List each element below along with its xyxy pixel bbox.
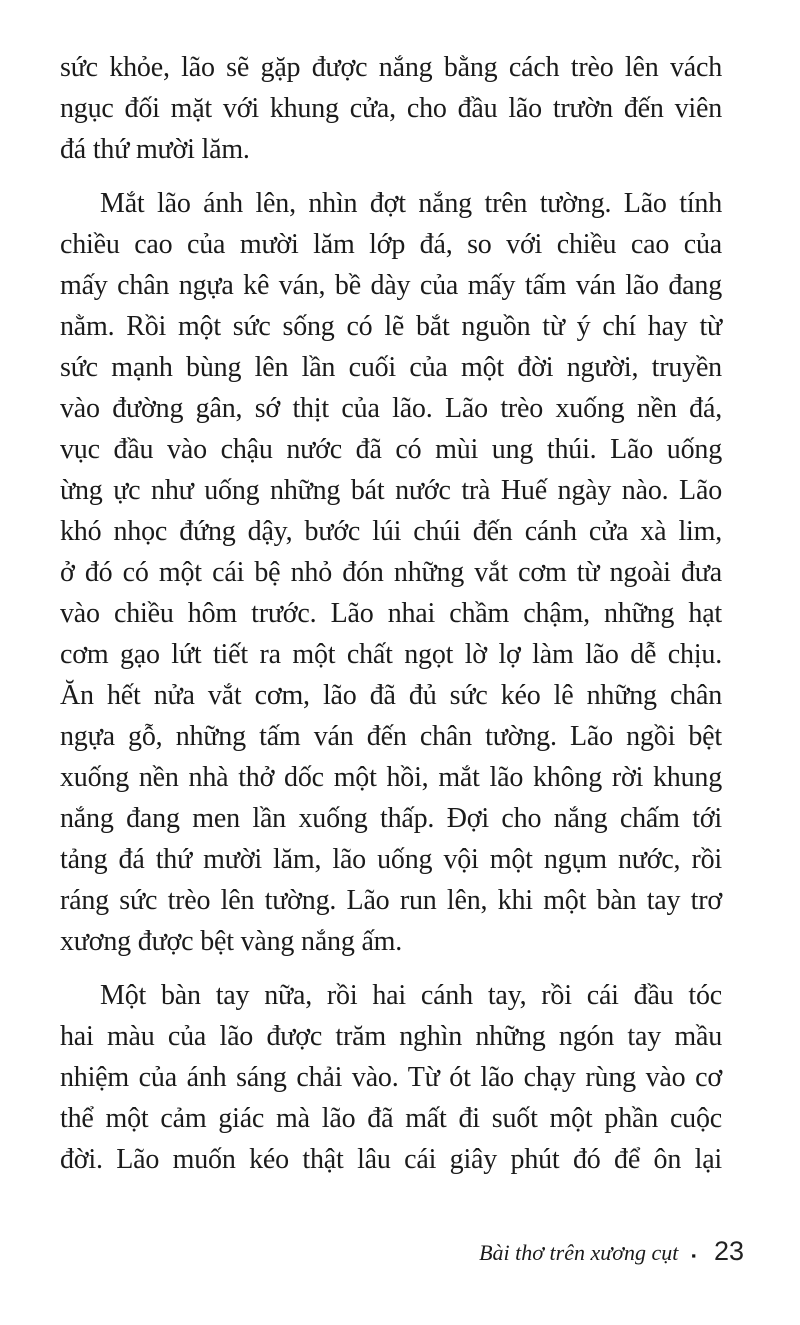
- body-text: [60, 47, 722, 1180]
- paragraph: [60, 47, 722, 170]
- paragraph: [60, 975, 722, 1180]
- square-bullet-icon: ▪: [691, 1248, 696, 1263]
- page-footer: [479, 1236, 744, 1267]
- text-line: vục đầu vào chậu nước đã có mùi ung thúi. Lão uống: [60, 434, 722, 465]
- text-line: Một bàn tay nữa, rồi hai cánh tay, rồi cái đầu tóc: [100, 980, 722, 1011]
- text-line: Ăn hết nửa vắt cơm, lão đã đủ sức kéo lê những chân: [60, 680, 722, 711]
- text-line: Mắt lão ánh lên, nhìn đợt nắng trên tường. Lão tính: [100, 188, 722, 219]
- text-line: mấy chân ngựa kê ván, bề dày của mấy tấm ván lão đang: [60, 270, 722, 301]
- text-line: sức mạnh bùng lên lần cuối của một đời người, truyền: [60, 352, 722, 383]
- text-line: khó nhọc đứng dậy, bước lúi chúi đến cánh cửa xà lim,: [60, 516, 722, 547]
- text-line: đá thứ mười lăm.: [60, 134, 250, 165]
- text-line: thể một cảm giác mà lão đã mất đi suốt một phần cuộc: [60, 1103, 722, 1134]
- text-line: vào đường gân, sớ thịt của lão. Lão trèo xuống nền đá,: [60, 393, 722, 424]
- text-line: xương được bệt vàng nắng ấm.: [60, 926, 403, 957]
- text-line: vào chiều hôm trước. Lão nhai chầm chậm, những hạt: [60, 598, 722, 629]
- text-line: xuống nền nhà thở dốc một hồi, mắt lão không rời khung: [60, 762, 722, 793]
- text-line: nắng đang men lần xuống thấp. Đợi cho nắng chấm tới: [60, 803, 722, 834]
- text-line: chiều cao của mười lăm lớp đá, so với chiều cao của: [60, 229, 722, 260]
- paragraph: [60, 183, 722, 962]
- text-line: hai màu của lão được trăm nghìn những ngón tay mầu: [60, 1021, 722, 1052]
- page-number: 23: [713, 1236, 744, 1266]
- text-line: ráng sức trèo lên tường. Lão run lên, khi một bàn tay trơ: [60, 885, 722, 916]
- running-title: Bài thơ trên xương cụt: [479, 1240, 679, 1265]
- text-line: ngục đối mặt với khung cửa, cho đầu lão trườn đến viên: [60, 93, 722, 124]
- text-line: sức khỏe, lão sẽ gặp được nắng bằng cách trèo lên vách: [60, 52, 722, 83]
- text-line: tảng đá thứ mười lăm, lão uống vội một ngụm nước, rồi: [60, 844, 722, 875]
- text-line: đời. Lão muốn kéo thật lâu cái giây phút đó để ôn lại: [60, 1144, 722, 1175]
- text-line: ở đó có một cái bệ nhỏ đón những vắt cơm từ ngoài đưa: [60, 557, 722, 588]
- text-line: ngựa gỗ, những tấm ván đến chân tường. Lão ngồi bệt: [60, 721, 722, 752]
- text-line: nằm. Rồi một sức sống có lẽ bắt nguồn từ ý chí hay từ: [60, 311, 722, 342]
- text-line: nhiệm của ánh sáng chải vào. Từ ót lão chạy rùng vào cơ: [60, 1062, 722, 1093]
- text-line: cơm gạo lứt tiết ra một chất ngọt lờ lợ làm lão dễ chịu.: [60, 639, 722, 670]
- text-line: ừng ực như uống những bát nước trà Huế ngày nào. Lão: [60, 475, 722, 506]
